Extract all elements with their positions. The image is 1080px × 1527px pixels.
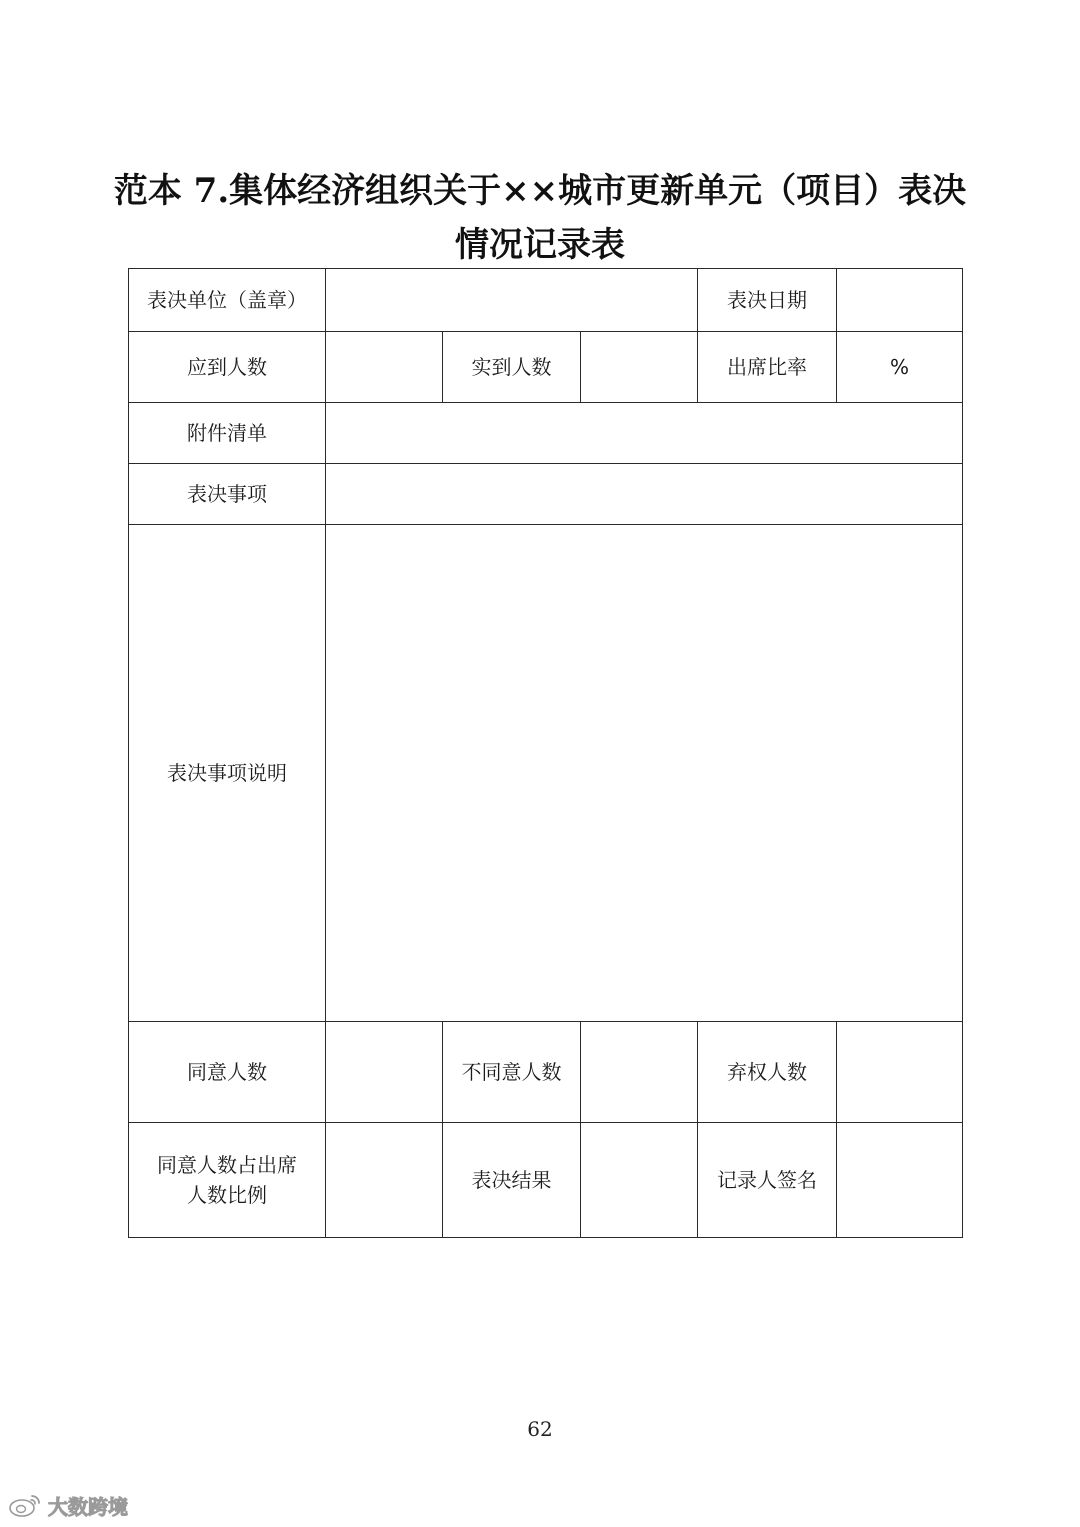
form-row-matter-desc [129, 525, 963, 1022]
abstain-count-label: 弃权人数 [698, 1022, 837, 1123]
expected-count-label: 应到人数 [129, 332, 326, 403]
voting-matter-label: 表决事项 [129, 464, 326, 525]
abstain-count-value[interactable] [837, 1022, 963, 1123]
expected-count-value[interactable] [326, 332, 443, 403]
voting-date-label: 表决日期 [698, 269, 837, 332]
agree-ratio-label-line2: 人数比例 [187, 1183, 267, 1207]
voting-record-form [128, 268, 963, 1238]
disagree-count-label: 不同意人数 [443, 1022, 581, 1123]
voting-matter-desc-label: 表决事项说明 [129, 525, 326, 1022]
watermark [8, 1490, 128, 1520]
watermark-text: 大数跨境 [48, 1494, 128, 1519]
form-row-attachments [129, 403, 963, 464]
page-number: 62 [527, 1417, 553, 1441]
recorder-signature-label: 记录人签名 [698, 1123, 837, 1238]
attendance-rate-label: 出席比率 [698, 332, 837, 403]
disagree-count-value[interactable] [581, 1022, 698, 1123]
form-row-unit [129, 269, 963, 332]
agree-ratio-value[interactable] [326, 1123, 443, 1238]
agree-ratio-label-line1: 同意人数占出席 [157, 1153, 297, 1177]
voting-result-label: 表决结果 [443, 1123, 581, 1238]
voting-unit-label: 表决单位（盖章） [129, 269, 326, 332]
form-row-matter [129, 464, 963, 525]
form-row-attendance [129, 332, 963, 403]
voting-unit-value[interactable] [326, 269, 698, 332]
actual-count-value[interactable] [581, 332, 698, 403]
actual-count-label: 实到人数 [443, 332, 581, 403]
form-row-votes [129, 1022, 963, 1123]
agree-count-label: 同意人数 [129, 1022, 326, 1123]
document-title-line1: 范本 7.集体经济组织关于××城市更新单元（项目）表决 [113, 171, 967, 211]
attachments-value[interactable] [326, 403, 963, 464]
voting-result-value[interactable] [581, 1123, 698, 1238]
voting-matter-desc-value[interactable] [326, 525, 963, 1022]
agree-count-value[interactable] [326, 1022, 443, 1123]
attachments-label: 附件清单 [129, 403, 326, 464]
agree-ratio-label [129, 1123, 326, 1238]
form-row-result [129, 1123, 963, 1238]
voting-date-value[interactable] [837, 269, 963, 332]
attendance-rate-value[interactable]: % [837, 332, 963, 403]
voting-matter-value[interactable] [326, 464, 963, 525]
document-title-line2: 情况记录表 [455, 225, 625, 265]
weibo-logo-icon [8, 1492, 42, 1518]
recorder-signature-value[interactable] [837, 1123, 963, 1238]
